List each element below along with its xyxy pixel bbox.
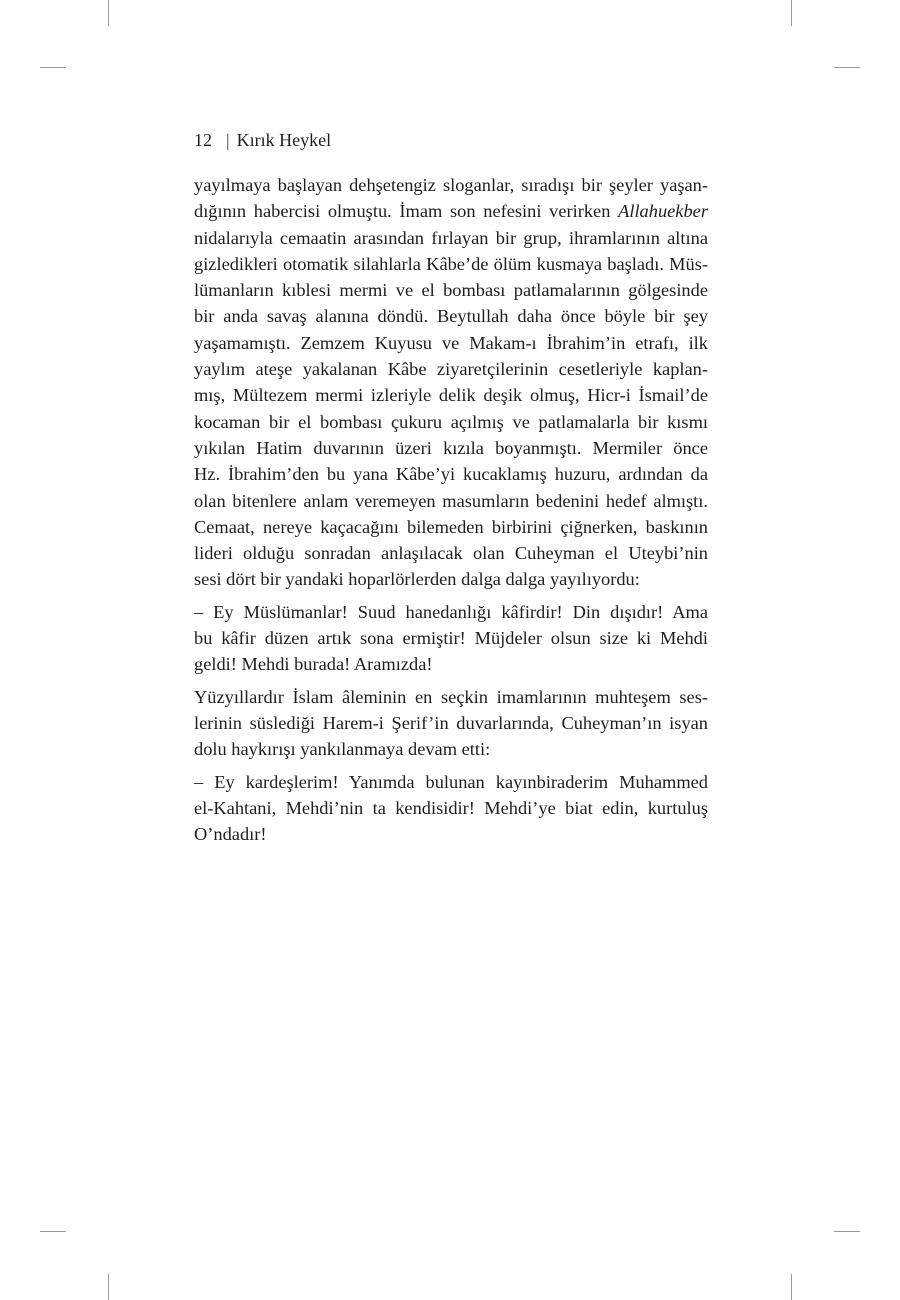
text-line: Hz. İbrahim’den bu yana Kâbe’yi kucaklamış huzuru, ardından da [194, 464, 708, 485]
text-line: lümanların kıblesi mermi ve el bombası patlamalarının gölgesinde [194, 280, 708, 301]
crop-mark-bottom-left [108, 1274, 109, 1300]
paragraph-4 [194, 769, 708, 848]
crop-mark-top-right [791, 0, 792, 26]
text-line: yaşamamıştı. Zemzem Kuyusu ve Makam-ı İbrahim’in etrafı, ilk [194, 332, 708, 353]
text-line: nidalarıyla cemaatin arasından fırlayan bir grup, ihramlarının altına [194, 227, 708, 248]
page-number: 12 [194, 130, 212, 150]
text-line: el-Kahtani, Mehdi’nin ta kendisidir! Mehdi’ye biat edin, kurtuluş [194, 797, 708, 818]
crop-mark-bottom-right [791, 1274, 792, 1300]
text-line: dolu haykırışı yankılanmaya devam etti: [194, 739, 491, 760]
text-line: – Ey Müslümanlar! Suud hanedanlığı kâfirdir! Din dışıdır! Ama [194, 601, 708, 622]
text-line: bir anda savaş alanına döndü. Beytullah daha önce böyle bir şey [194, 306, 708, 327]
text-line: yaylım ateşe yakalanan Kâbe ziyaretçilerinin cesetleriyle kaplan- [194, 359, 708, 380]
paragraph-3 [194, 684, 708, 763]
paragraph-2 [194, 599, 708, 678]
text-line: Cemaat, nereye kaçacağını bilemeden birbirini çiğnerken, baskının [194, 516, 708, 537]
body-text [194, 172, 708, 853]
text-line: bu kâfir düzen artık sona ermiştir! Müjdeler olsun size ki Mehdi [194, 628, 708, 649]
text-line: lerinin süslediği Harem-i Şerif’in duvarlarında, Cuheyman’ın isyan [194, 712, 708, 733]
crop-mark-right-bottom [834, 1231, 860, 1232]
text-line: gizledikleri otomatik silahlarla Kâbe’de ölüm kusmaya başladı. Müs- [194, 253, 708, 274]
crop-mark-right-top [834, 67, 860, 68]
book-title: Kırık Heykel [236, 130, 332, 150]
text-line: kocaman bir el bombası çukuru açılmış ve patlamalarla bir kısmı [194, 411, 708, 432]
text-line: mış, Mültezem mermi izleriyle delik deşik olmuş, Hicr-i İsmail’de [194, 385, 708, 406]
crop-mark-left-bottom [40, 1231, 66, 1232]
running-header [194, 128, 331, 152]
text-line: geldi! Mehdi burada! Aramızda! [194, 654, 433, 675]
text-line: – Ey kardeşlerim! Yanımda bulunan kayınbiraderim Muhammed [194, 771, 708, 792]
text-line: olan bitenlere anlam veremeyen masumların bedenini hedef almıştı. [194, 490, 708, 511]
paragraph-1 [194, 172, 708, 593]
text-line: dığının habercisi olmuştu. İmam son nefesini verirken Allahuekber [194, 201, 708, 222]
text-line: Yüzyıllardır İslam âleminin en seçkin imamlarının muhteşem ses- [194, 686, 708, 707]
crop-mark-left-top [40, 67, 66, 68]
text-line: sesi dört bir yandaki hoparlörlerden dalga dalga yayılıyordu: [194, 569, 640, 590]
text-line: yıkılan Hatim duvarının üzeri kızıla boyanmıştı. Mermiler önce [194, 437, 708, 458]
italic-word: Allahuekber [618, 201, 708, 222]
crop-mark-top-left [108, 0, 109, 26]
header-separator: | [226, 130, 230, 150]
text-line: lideri olduğu sonradan anlaşılacak olan Cuheyman el Uteybi’nin [194, 543, 708, 564]
text-line: yayılmaya başlayan dehşetengiz sloganlar, sıradışı bir şeyler yaşan- [194, 175, 708, 195]
text-line: O’ndadır! [194, 824, 267, 845]
